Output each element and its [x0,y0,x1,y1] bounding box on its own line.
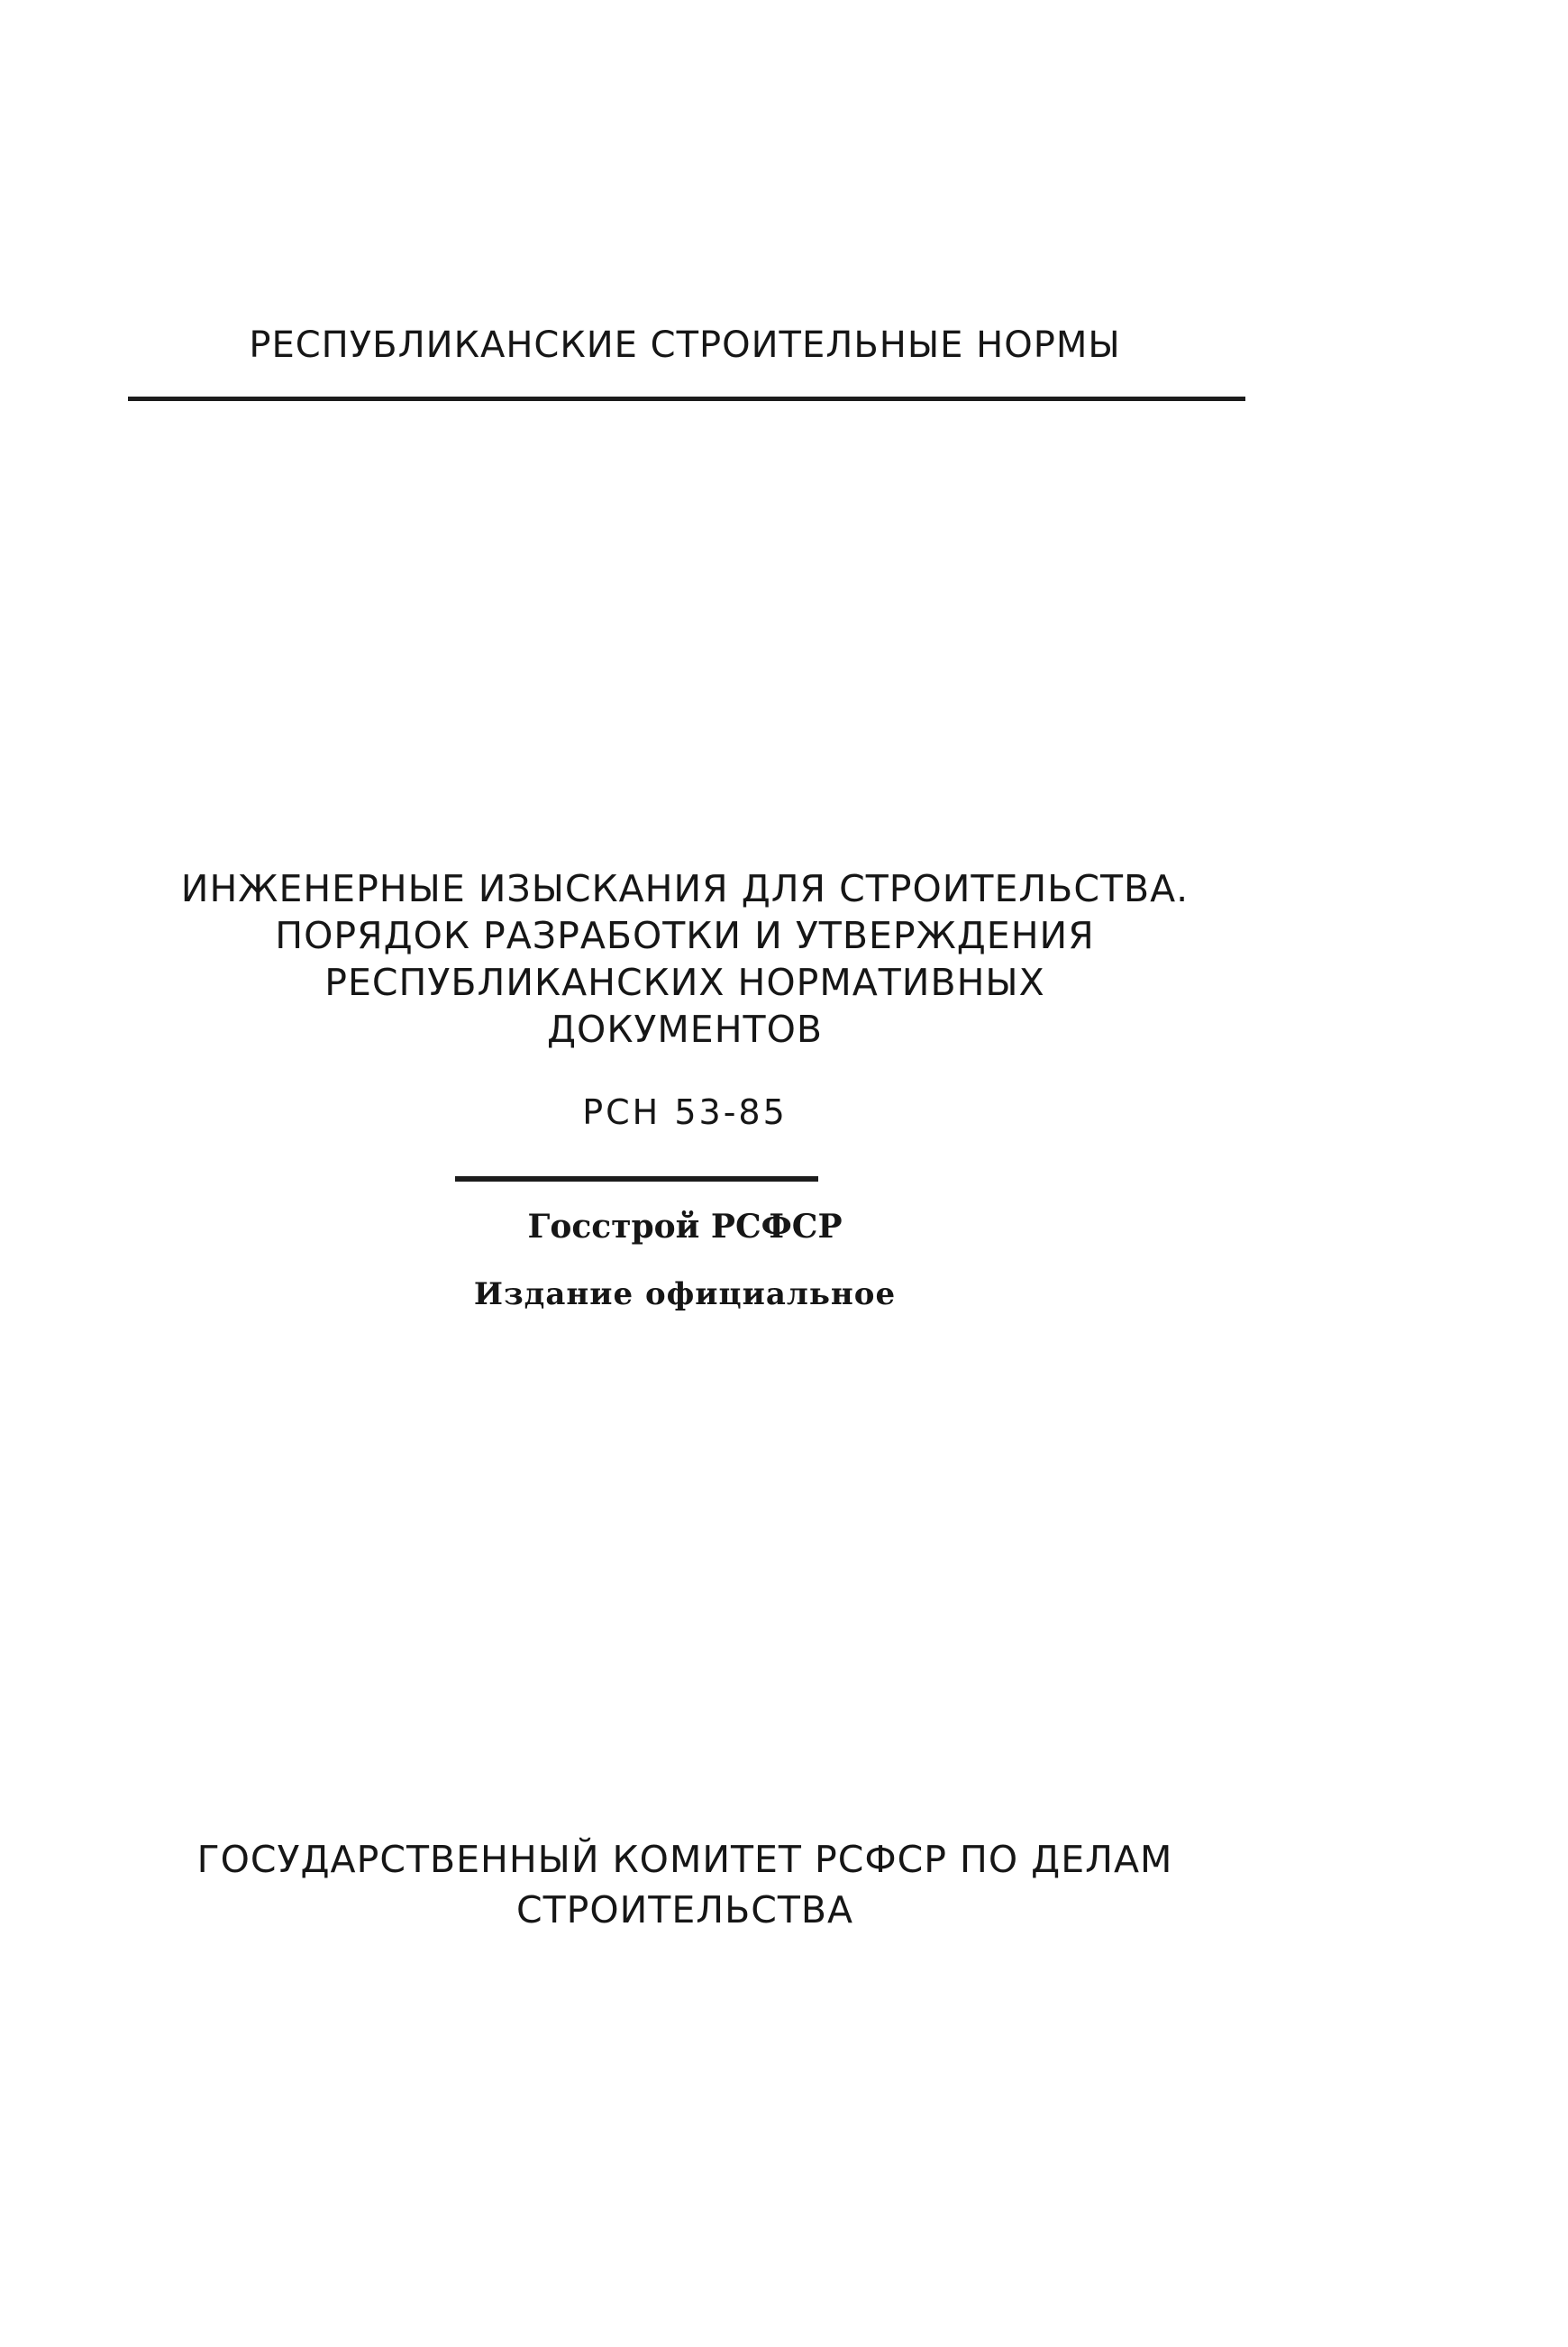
edition-note: Издание официальное [473,1276,897,1312]
top-divider [128,397,1245,401]
document-code: РСН 53-85 [582,1092,788,1132]
document-title-line: ПОРЯДОК РАЗРАБОТКИ И УТВЕРЖДЕНИЯ [275,914,1095,957]
publisher-line: ГОСУДАРСТВЕННЫЙ КОМИТЕТ РСФСР ПО ДЕЛАМ [196,1838,1173,1881]
document-title [126,865,1244,1053]
document-title-line: ИНЖЕНЕРНЫЕ ИЗЫСКАНИЯ ДЛЯ СТРОИТЕЛЬСТВА. [180,867,1190,910]
series-title: РЕСПУБЛИКАНСКИЕ СТРОИТЕЛЬНЫЕ НОРМЫ [249,324,1121,366]
issuer: Госстрой РСФСР [527,1208,843,1246]
publisher-line: СТРОИТЕЛЬСТВА [515,1888,854,1931]
document-title-line: ДОКУМЕНТОВ [547,1008,823,1051]
document-title-line: РЕСПУБЛИКАНСКИХ НОРМАТИВНЫХ [324,961,1045,1004]
publisher [126,1834,1244,1935]
middle-divider [455,1176,818,1182]
